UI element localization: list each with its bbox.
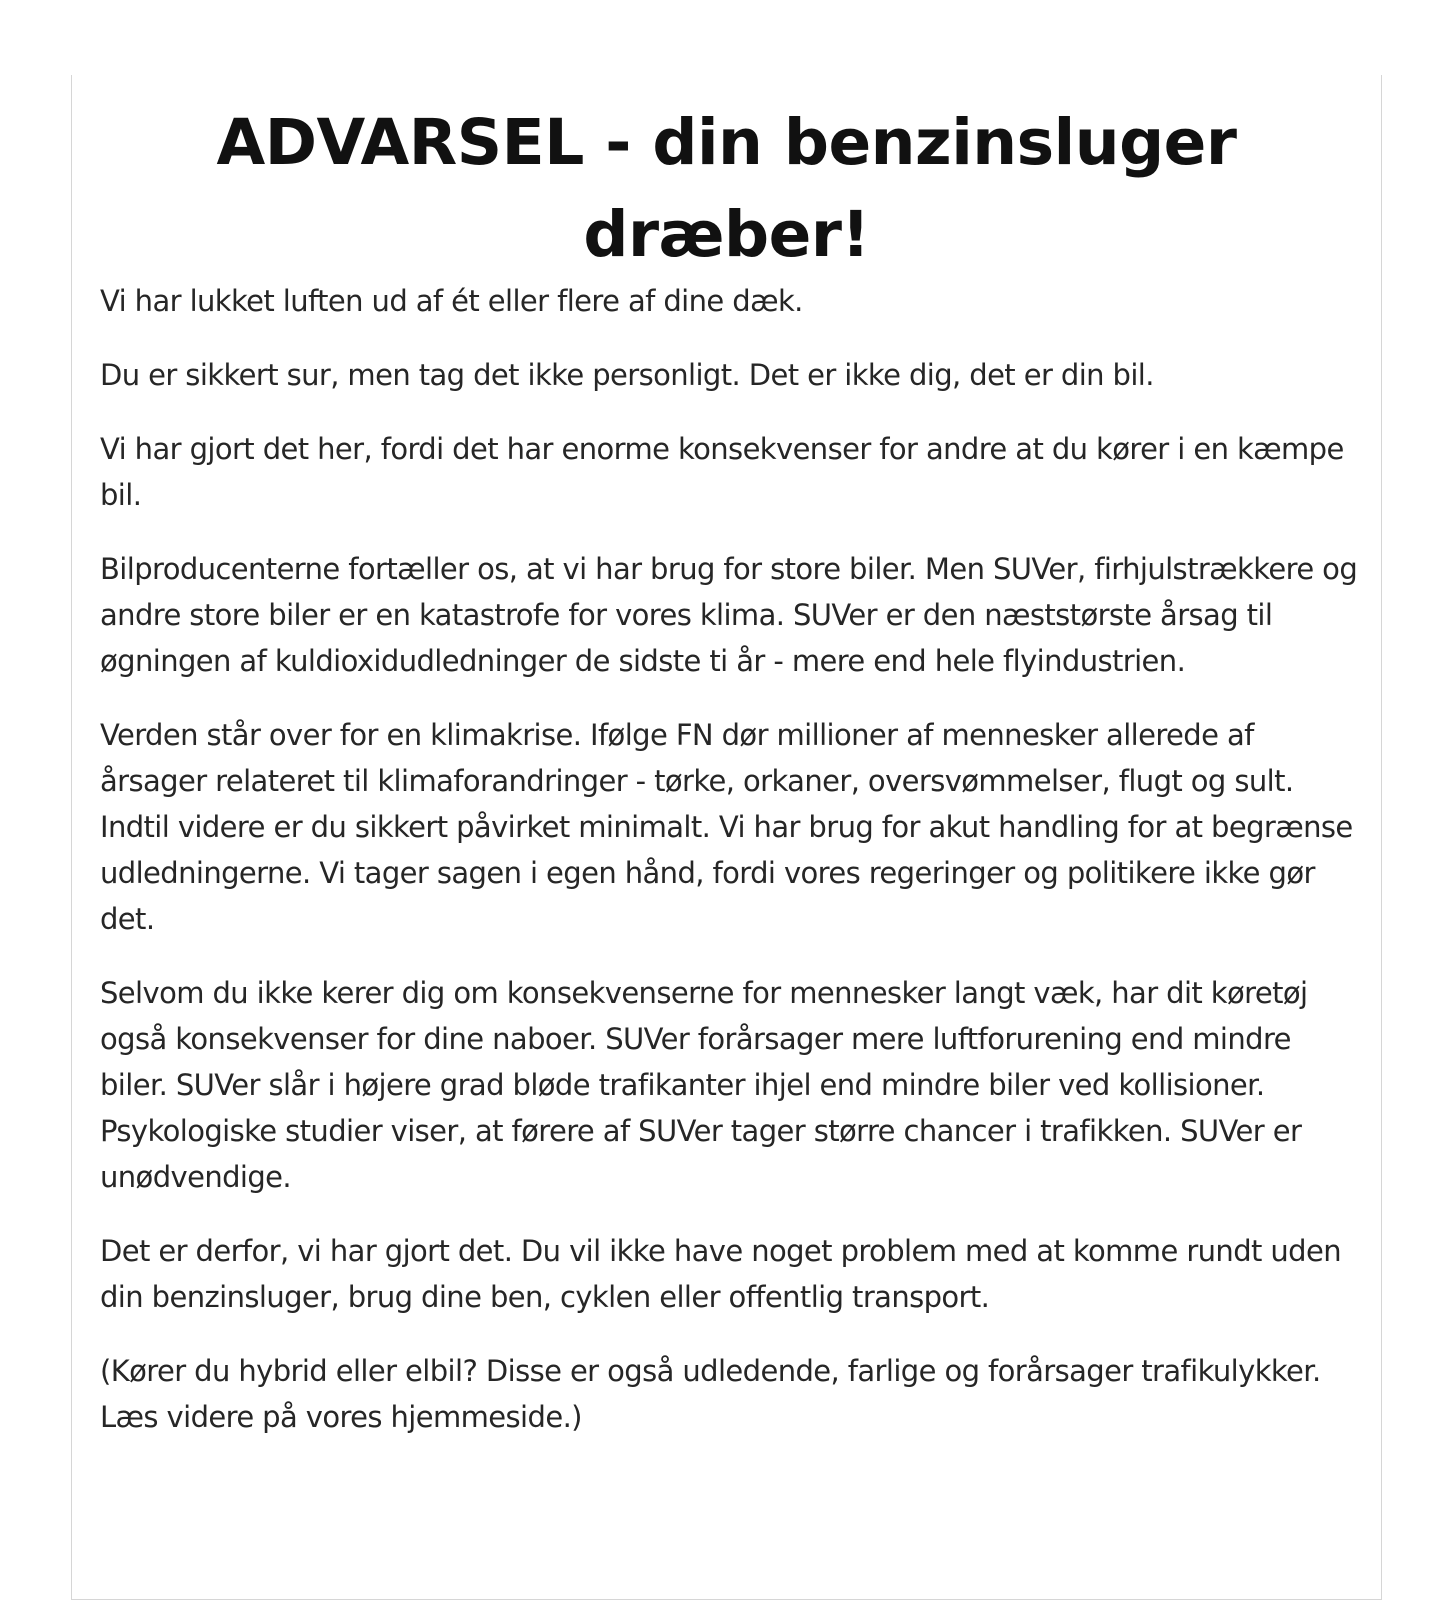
paragraph-7: Det er derfor, vi har gjort det. Du vil ikke have noget problem med at komme rundt uden din benzinsluger, brug dine ben, cyklen eller offentlig transport.: [100, 1234, 1342, 1314]
paragraph-1: Vi har lukket luften ud af ét eller flere af dine dæk.: [100, 284, 803, 318]
page-title: ADVARSEL - din benzinsluger dræber!: [216, 106, 1237, 271]
paragraph-3: Vi har gjort det her, fordi det har enorme konsekvenser for andre at du kører i en kæmpe bil.: [100, 432, 1344, 512]
leaflet-body: [100, 278, 1361, 1468]
paragraph-6: Selvom du ikke kerer dig om konsekvenserne for mennesker langt væk, har dit køretøj også konsekvenser for dine naboer. SUVer forårsager mere luftforurening end mindre biler. SUVer slår i højere grad bløde trafikanter ihjel end mindre biler ved kollisioner. Psykologiske studier viser, at førere af SUVer tager større chancer i trafikken. SUVer er unødvendige.: [100, 976, 1308, 1194]
leaflet-card: [71, 75, 1382, 1600]
paragraph-5: Verden står over for en klimakrise. Ifølge FN dør millioner af mennesker allerede af årsager relateret til klimaforandringer - tørke, orkaner, oversvømmelser, flugt og sult. Indtil videre er du sikkert påvirket minimalt. Vi har brug for akut handling for at begrænse udledningerne. Vi tager sagen i egen hånd, fordi vores regeringer og politikere ikke gør det.: [100, 718, 1353, 936]
paragraph-4: Bilproducenterne fortæller os, at vi har brug for store biler. Men SUVer, firhjulstrækkere og andre store biler er en katastrofe for vores klima. SUVer er den næststørste årsag til øgningen af kuldioxidudledninger de sidste ti år - mere end hele flyindustrien.: [100, 552, 1358, 678]
paragraph-8: (Kører du hybrid eller elbil? Disse er også udledende, farlige og forårsager trafikulykker. Læs videre på vores hjemmeside.): [100, 1354, 1321, 1434]
paragraph-2: Du er sikkert sur, men tag det ikke personligt. Det er ikke dig, det er din bil.: [100, 358, 1154, 392]
